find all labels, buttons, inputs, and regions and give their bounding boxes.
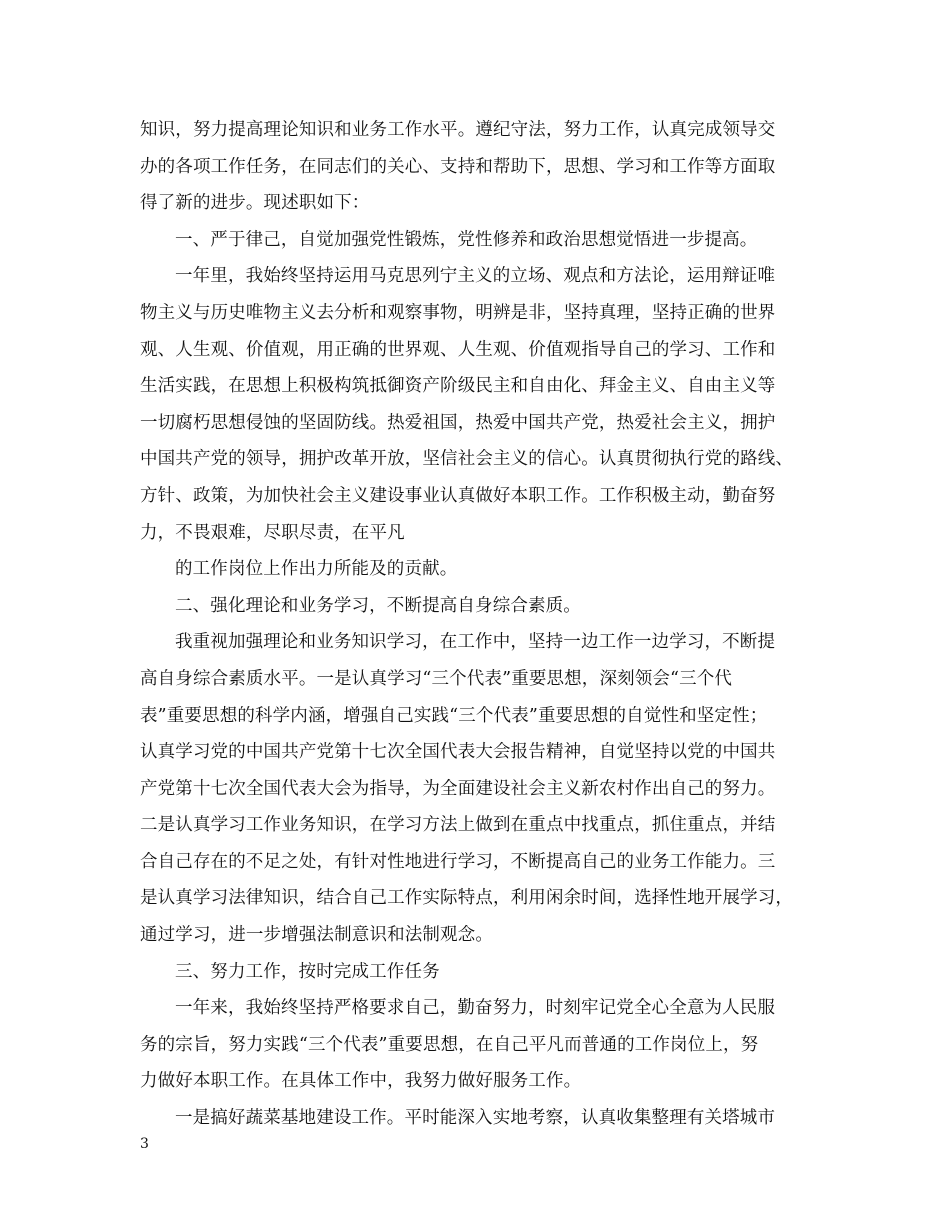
text-line: 力做好本职工作。在具体工作中，我努力做好服务工作。	[140, 1071, 582, 1092]
text-line: 务的宗旨，努力实践“三个代表”重要思想，在自己平凡而普通的工作岗位上，努	[140, 1034, 759, 1055]
text-line: 的工作岗位上作出力所能及的贡献。	[175, 559, 458, 580]
text-line: 方针、政策，为加快社会主义建设事业认真做好本职工作。工作积极主动，勤奋努	[140, 485, 776, 506]
page-number: 3	[140, 1136, 149, 1152]
text-line: 中国共产党的领导，拥护改革开放，坚信社会主义的信心。认真贯彻执行党的路线、	[140, 449, 794, 470]
text-line: 认真学习党的中国共产党第十七次全国代表大会报告精神，自觉坚持以党的中国共	[140, 742, 776, 763]
text-line: 高自身综合素质水平。一是认真学习“三个代表”重要思想，深刻领会“三个代	[140, 668, 733, 689]
text-line: 一是搞好蔬菜基地建设工作。平时能深入实地考察，认真收集整理有关塔城市	[175, 1108, 776, 1129]
text-line: 力，不畏艰难，尽职尽责，在平凡	[140, 522, 405, 543]
text-line: 产党第十七次全国代表大会为指导，为全面建设社会主义新农村作出自己的努力。	[140, 778, 776, 799]
text-line: 一年里，我始终坚持运用马克思列宁主义的立场、观点和方法论，运用辩证唯	[175, 266, 776, 287]
text-line: 通过学习，进一步增强法制意识和法制观念。	[140, 925, 493, 946]
text-line: 一切腐朽思想侵蚀的坚固防线。热爱祖国，热爱中国共产党，热爱社会主义，拥护	[140, 412, 776, 433]
text-line: 三、努力工作，按时完成工作任务	[175, 961, 440, 982]
text-line: 一、严于律己，自觉加强党性锻炼，党性修养和政治思想觉悟进一步提高。	[175, 229, 758, 250]
text-line: 表”重要思想的科学内涵，增强自己实践“三个代表”重要思想的自觉性和坚定性；	[140, 705, 768, 726]
text-line: 知识，努力提高理论知识和业务工作水平。遵纪守法，努力工作，认真完成领导交	[140, 120, 776, 140]
text-line: 是认真学习法律知识，结合自己工作实际特点，利用闲余时间，选择性地开展学习，	[140, 888, 794, 909]
text-line: 二是认真学习工作业务知识，在学习方法上做到在重点中找重点，抓住重点，并结	[140, 815, 776, 836]
text-line: 办的各项工作任务，在同志们的关心、支持和帮助下，思想、学习和工作等方面取	[140, 156, 776, 177]
text-line: 二、强化理论和业务学习，不断提高自身综合素质。	[175, 595, 581, 616]
text-line: 合自己存在的不足之处，有针对性地进行学习，不断提高自己的业务工作能力。三	[140, 851, 776, 872]
text-line: 得了新的进步。现述职如下：	[140, 193, 370, 214]
text-line: 一年来，我始终坚持严格要求自己，勤奋努力，时刻牢记党全心全意为人民服	[175, 998, 776, 1019]
text-line: 我重视加强理论和业务知识学习，在工作中，坚持一边工作一边学习，不断提	[175, 632, 776, 653]
document-body	[140, 112, 820, 1137]
text-line: 物主义与历史唯物主义去分析和观察事物，明辨是非，坚持真理，坚持正确的世界	[140, 302, 776, 323]
text-line: 生活实践，在思想上积极构筑抵御资产阶级民主和自由化、拜金主义、自由主义等	[140, 376, 776, 397]
text-line: 观、人生观、价值观，用正确的世界观、人生观、价值观指导自己的学习、工作和	[140, 339, 776, 360]
